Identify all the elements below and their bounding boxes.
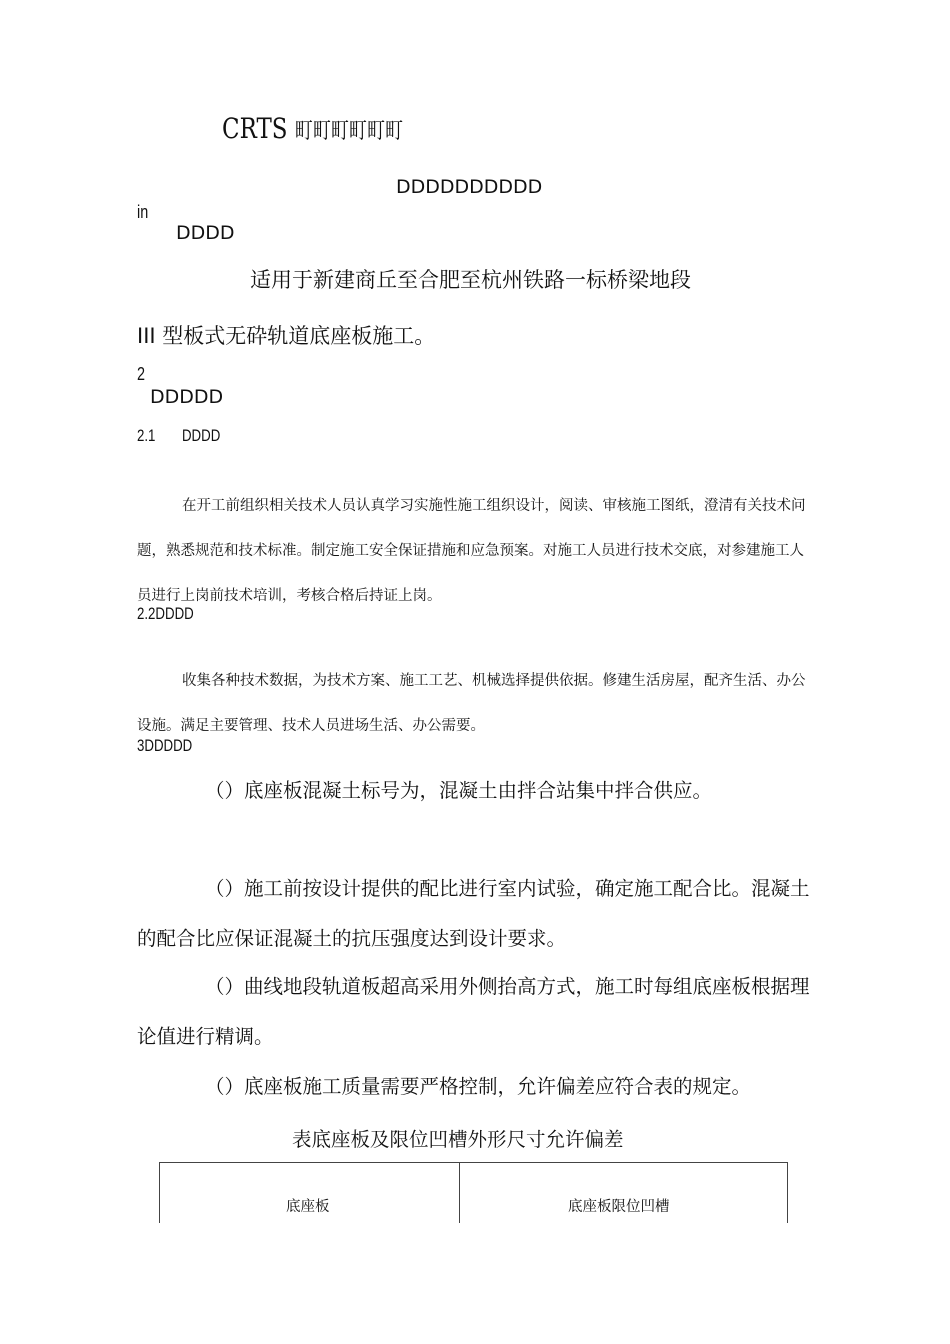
- table-caption: 表底座板及限位凹槽外形尺寸允许偏差: [292, 1128, 624, 1151]
- scope-line-1: 适用于新建商丘至合肥至杭州铁路一标桥梁地段: [250, 268, 691, 292]
- section-2-1-title: DDDD: [181, 426, 221, 445]
- paragraph-technical-prep: [137, 484, 817, 619]
- table-header-limit-groove: 底座板限位凹槽: [568, 1199, 670, 1215]
- list-item-4-text: （）底座板施工质量需要严格控制，允许偏差应符合表的规定。: [205, 1075, 752, 1098]
- section-3-heading: 3DDDDD: [137, 736, 193, 755]
- paragraph-site-prep: [137, 659, 817, 749]
- section-2-1-heading: [137, 426, 220, 446]
- list-item-4: [137, 1062, 817, 1112]
- document-title: [222, 112, 403, 145]
- list-item-1-text: （）底座板混凝土标号为，混凝土由拌合站集中拌合供应。: [205, 779, 713, 802]
- section-2-1-number: 2.1: [137, 426, 156, 445]
- section-2-heading: DDDDD: [150, 386, 224, 408]
- list-item-1: [137, 766, 817, 816]
- scope-line-2: III 型板式无砕轨道底座板施工。: [137, 324, 436, 348]
- table-column-divider: [459, 1163, 460, 1223]
- paragraph-technical-prep-text: 在开工前组织相关技术人员认真学习实施性施工组织设计，阅读、审核施工图纸，澄清有关技术问题，熟悉规范和技术标准。制定施工安全保证措施和应急预案。对施工人员进行技术交底，对参建施工人员进行上岗前技术培训，考核合格后持证上岗。: [137, 498, 806, 604]
- section-2-2-heading: 2.2DDDD: [137, 604, 194, 623]
- section-number-2: 2: [137, 364, 146, 384]
- heading-placeholder-2: DDDD: [176, 222, 235, 244]
- title-prefix: CRTS: [222, 112, 288, 145]
- table-header-base-plate: 底座板: [286, 1199, 330, 1215]
- paragraph-site-prep-text: 收集各种技术数据，为技术方案、施工工艺、机械选择提供依据。修建生活房屋，配齐生活、办公设施。满足主要管理、技术人员进场生活、办公需要。: [137, 673, 806, 734]
- title-suffix: 町町町町町町: [294, 119, 404, 144]
- list-item-3-text: （）曲线地段轨道板超高采用外侧抬高方式，施工时每组底座板根据理论值进行精调。: [137, 975, 810, 1048]
- list-item-2: [137, 864, 817, 964]
- list-item-2-text: （）施工前按设计提供的配比进行室内试验，确定施工配合比。混凝土的配合比应保证混凝土的抗压强度达到设计要求。: [137, 877, 810, 950]
- list-item-3: [137, 962, 817, 1062]
- heading-placeholder-1: DDDDDDDDDD: [396, 176, 543, 198]
- tolerance-table: [159, 1162, 788, 1223]
- marker-in: in: [137, 202, 149, 222]
